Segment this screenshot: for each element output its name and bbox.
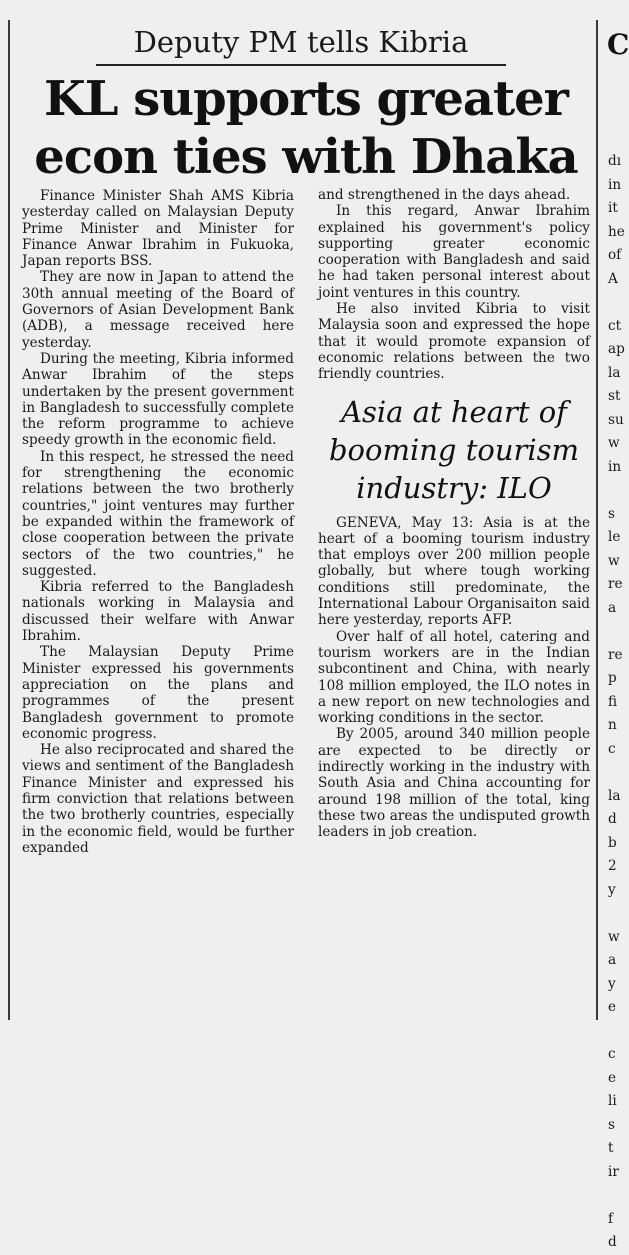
article-paragraph: In this respect, he stressed the need for strengthening the economic relations between the two brotherly countries," joint ventures may further be expanded within the framework of close cooperation between the private sectors of the two countries," he suggested.	[22, 448, 294, 579]
adjacent-column-fragments: dı in it he of A ct ap la st su w in s le w re a re p fi n c la d b 2 y w a y e c e li s t ir f d	[608, 153, 625, 1250]
second-article-paragraph: GENEVA, May 13: Asia is at the heart of a booming tourism industry that employs over 200 million people globally, but where tough working conditions still predominate, the International Labour Organisaiton said here yesterday, reports AFP.	[318, 514, 590, 629]
adjacent-column-headline-fragment: C	[607, 28, 629, 61]
article-paragraph: Kibria referred to the Bangladesh nationals working in Malaysia and discussed their welfare with Anwar Ibrahim.	[22, 579, 294, 645]
article-paragraph: The Malaysian Deputy Prime Minister expressed his governments appreciation on the plans and programmes of the present Bangladesh government to promote economic progress.	[22, 644, 294, 742]
second-article-paragraph: By 2005, around 340 million people are expected to be directly or indirectly working in the industry with South Asia and China accounting for around 198 million of the total, king these two areas the undisputed growth leaders in job creation.	[318, 726, 590, 841]
article-paragraph: In this regard, Anwar Ibrahim explained his government's policy supporting greater economic cooperation with Bangladesh and said he had taken personal interest about joint ventures in this country.	[318, 203, 590, 301]
article-paragraph: He also invited Kibria to visit Malaysia soon and expressed the hope that it would promote expansion of economic relations between the two friendly countries.	[318, 301, 590, 383]
article-paragraph: Finance Minister Shah AMS Kibria yesterday called on Malaysian Deputy Prime Minister and Minister for Finance Anwar Ibrahim in Fukuoka, Japan reports BSS.	[22, 188, 294, 270]
article-paragraph: They are now in Japan to attend the 30th annual meeting of the Board of Governors of Asian Development Bank (ADB), a message received here yesterday.	[22, 269, 294, 351]
article-paragraph: and strengthened in the days ahead.	[318, 187, 571, 203]
left-column-rule	[8, 20, 10, 1020]
main-headline-line-1: KL supports greater	[44, 71, 568, 127]
article-column-middle	[318, 187, 590, 841]
article-paragraph: During the meeting, Kibria informed Anwar Ibrahim of the steps undertaken by the present government in Bangladesh to successfully complete the reform programme to achieve speedy growth in the economic field.	[22, 350, 294, 449]
article-paragraph: He also reciprocated and shared the views and sentiment of the Bangladesh Finance Minister and expressed his firm conviction that relations between the two brotherly countries, especially in the economic field, would be further expanded	[22, 742, 294, 856]
right-column-rule	[596, 20, 598, 1020]
second-article-headline: Asia at heart of booming tourism industry: ILO	[328, 394, 580, 505]
kicker-headline: Deputy PM tells Kibria	[96, 22, 506, 66]
main-headline-line-2: econ ties with Dhaka	[34, 129, 578, 185]
second-article-paragraph: Over half of all hotel, catering and tourism workers are in the Indian subcontinent and China, with nearly 108 million employed, the ILO notes in a new report on new technologies and working conditions in the sector.	[318, 628, 590, 727]
article-column-left	[22, 188, 294, 856]
main-headline	[18, 70, 594, 186]
